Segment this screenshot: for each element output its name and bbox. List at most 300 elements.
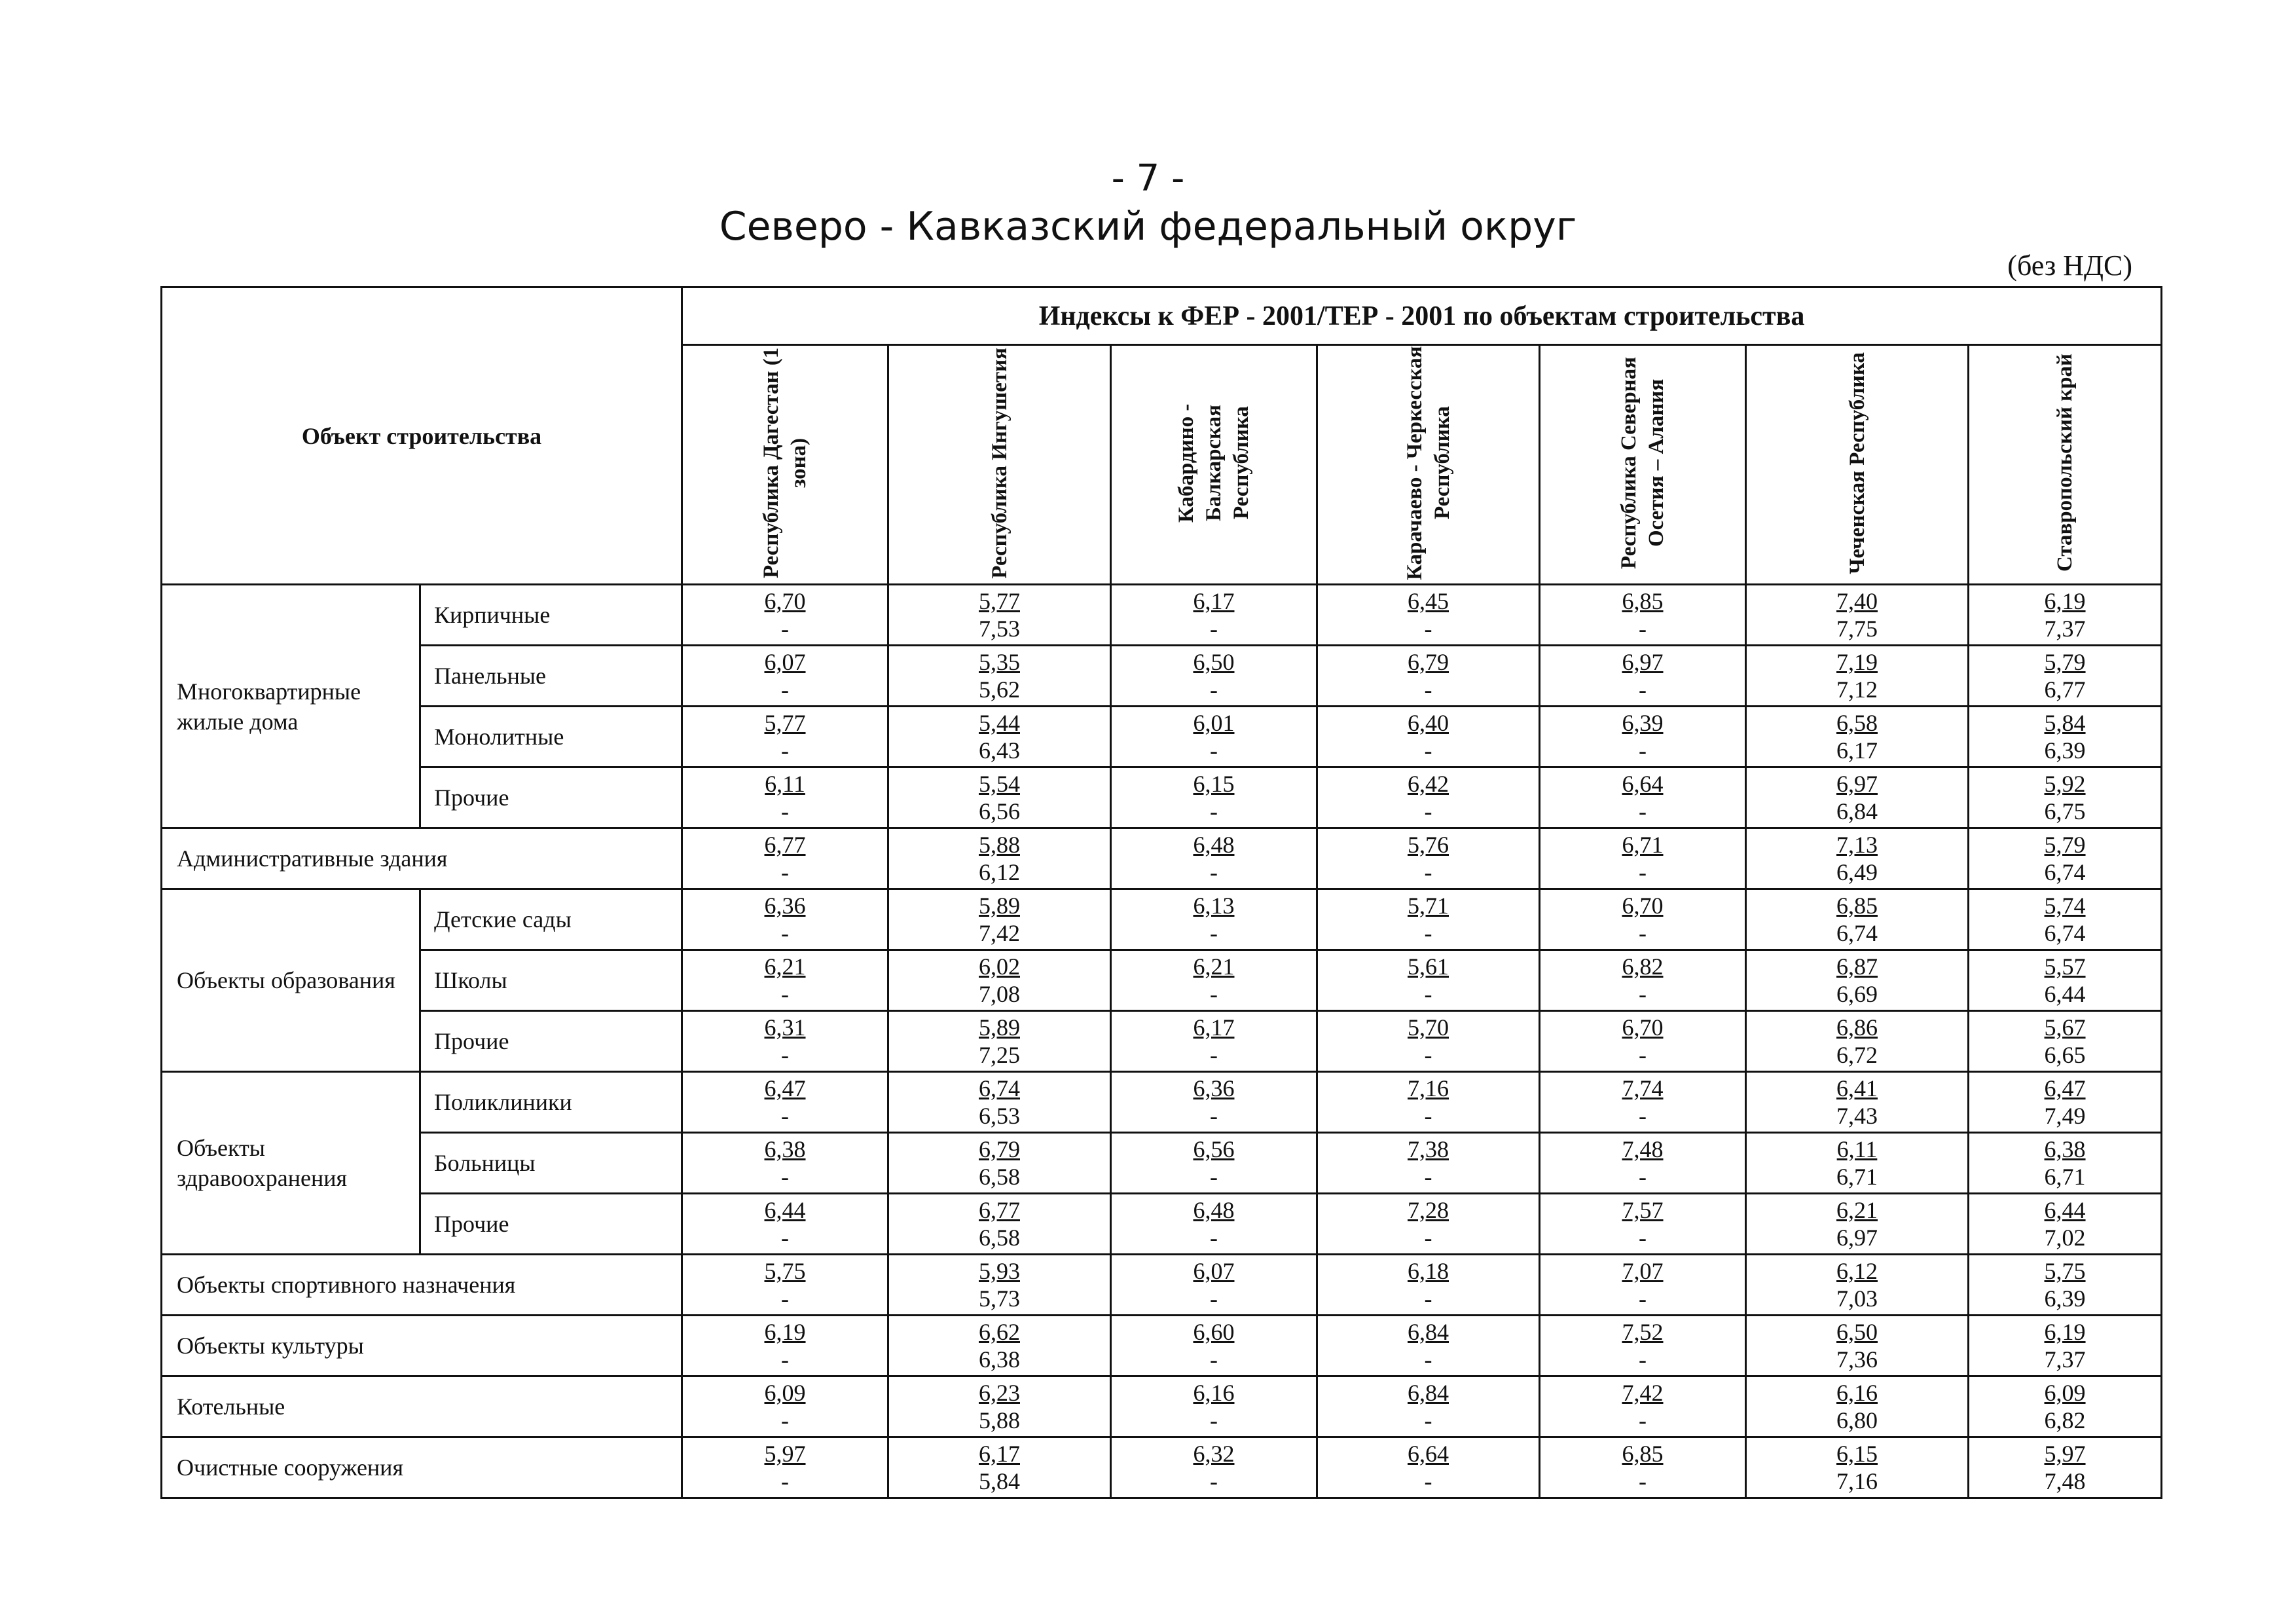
ter-index-value: 6,71: [1836, 1164, 1878, 1190]
fer-index-value: 7,38: [1408, 1136, 1449, 1162]
fer-index-value: 6,07: [1193, 1258, 1235, 1284]
fer-index-value: 6,70: [1622, 1014, 1664, 1041]
object-subtype-label: Кирпичные: [420, 585, 682, 646]
fer-index-value: 6,84: [1408, 1380, 1449, 1406]
index-cell: [1111, 889, 1317, 950]
index-cell: [1540, 585, 1746, 646]
ter-index-value: 7,25: [979, 1042, 1020, 1068]
fer-index-value: 6,84: [1408, 1319, 1449, 1345]
fer-index-value: 7,48: [1622, 1136, 1664, 1162]
index-cell: [888, 889, 1111, 950]
fer-index-value: 6,87: [1836, 953, 1878, 980]
ter-index-value: -: [1424, 1407, 1432, 1433]
index-cell: [1540, 889, 1746, 950]
ter-index-value: -: [1210, 798, 1218, 824]
fer-index-value: 6,79: [979, 1136, 1020, 1162]
index-cell: [682, 1011, 888, 1072]
ter-index-value: 6,53: [979, 1103, 1020, 1129]
index-cell: [1540, 1316, 1746, 1376]
fer-index-value: 6,15: [1193, 771, 1235, 797]
ter-index-value: 6,80: [1836, 1407, 1878, 1433]
ter-index-value: 7,49: [2044, 1103, 2086, 1129]
index-cell: [1317, 1072, 1540, 1133]
object-subtype-label: Прочие: [420, 767, 682, 828]
index-cell: [1746, 1376, 1969, 1437]
index-cell: [888, 1316, 1111, 1376]
fer-index-value: 6,11: [1836, 1136, 1878, 1162]
index-cell: [888, 828, 1111, 889]
ter-index-value: 6,44: [2044, 981, 2086, 1007]
index-cell: [888, 1255, 1111, 1316]
ter-index-value: 6,43: [979, 737, 1020, 764]
ter-index-value: -: [1424, 920, 1432, 946]
index-cell: [1969, 950, 2162, 1011]
ter-index-value: -: [781, 1468, 789, 1494]
fer-index-value: 5,67: [2044, 1014, 2086, 1041]
ter-index-value: -: [1210, 676, 1218, 703]
ter-index-value: -: [1639, 737, 1647, 764]
object-subtype-label: Панельные: [420, 646, 682, 707]
index-cell: [1969, 1194, 2162, 1255]
index-cell: [888, 1011, 1111, 1072]
index-cell: [1746, 1194, 1969, 1255]
fer-index-value: 5,84: [2044, 710, 2086, 736]
ter-index-value: -: [781, 676, 789, 703]
fer-index-value: 6,48: [1193, 832, 1235, 858]
fer-index-value: 7,57: [1622, 1197, 1664, 1223]
fer-index-value: 6,39: [1622, 710, 1664, 736]
fer-index-value: 6,85: [1622, 588, 1664, 614]
ter-index-value: 7,12: [1836, 676, 1878, 703]
object-subtype-label: Школы: [420, 950, 682, 1011]
index-cell: [888, 1072, 1111, 1133]
ter-index-value: 7,53: [979, 616, 1020, 642]
index-cell: [1317, 1316, 1540, 1376]
fer-index-value: 5,79: [2044, 832, 2086, 858]
object-subtype-label: Прочие: [420, 1011, 682, 1072]
table-row: [162, 828, 2162, 889]
index-cell: [1540, 767, 1746, 828]
ter-index-value: -: [1424, 737, 1432, 764]
ter-index-value: -: [781, 920, 789, 946]
ter-index-value: 6,71: [2044, 1164, 2086, 1190]
region-header: [1540, 345, 1746, 585]
fer-index-value: 6,21: [764, 953, 806, 980]
region-header: [888, 345, 1111, 585]
ter-index-value: 6,75: [2044, 798, 2086, 824]
fer-index-value: 6,17: [979, 1441, 1020, 1467]
fer-index-value: 5,44: [979, 710, 1020, 736]
region-label: Кабардино - Балкарская Республика: [1175, 403, 1253, 523]
ter-index-value: 7,03: [1836, 1285, 1878, 1312]
object-group-label: Объекты спортивного назначения: [162, 1255, 682, 1316]
region-label: Республика Северная Осетия – Алания: [1617, 356, 1668, 570]
index-cell: [1111, 828, 1317, 889]
region-header: [1317, 345, 1540, 585]
index-cell: [1746, 1437, 1969, 1498]
ter-index-value: 6,12: [979, 859, 1020, 885]
fer-index-value: 6,86: [1836, 1014, 1878, 1041]
fer-index-value: 6,07: [764, 649, 806, 675]
object-group-label: Объекты образования: [162, 889, 420, 1072]
ter-index-value: -: [1210, 859, 1218, 885]
fer-index-value: 5,79: [2044, 649, 2086, 675]
ter-index-value: 6,39: [2044, 1285, 2086, 1312]
fer-index-value: 5,89: [979, 1014, 1020, 1041]
fer-index-value: 5,92: [2044, 771, 2086, 797]
index-cell: [1317, 1255, 1540, 1316]
fer-index-value: 6,02: [979, 953, 1020, 980]
table-row: [162, 1255, 2162, 1316]
ter-index-value: -: [1639, 1164, 1647, 1190]
index-cell: [1746, 1255, 1969, 1316]
ter-index-value: 7,08: [979, 981, 1020, 1007]
ter-index-value: 6,77: [2044, 676, 2086, 703]
region-label: Карачаево - Черкесская Республика: [1402, 346, 1454, 580]
ter-index-value: 7,43: [1836, 1103, 1878, 1129]
index-cell: [682, 1072, 888, 1133]
ter-index-value: -: [1639, 1468, 1647, 1494]
region-header: [682, 345, 888, 585]
fer-index-value: 6,38: [764, 1136, 806, 1162]
ter-index-value: -: [1424, 1164, 1432, 1190]
fer-index-value: 6,64: [1622, 771, 1664, 797]
index-cell: [1969, 1255, 2162, 1316]
ter-index-value: 7,16: [1836, 1468, 1878, 1494]
index-cell: [682, 767, 888, 828]
ter-index-value: 6,56: [979, 798, 1020, 824]
fer-index-value: 6,44: [764, 1197, 806, 1223]
index-cell: [1540, 1437, 1746, 1498]
index-cell: [1540, 646, 1746, 707]
index-cell: [1746, 1011, 1969, 1072]
index-cell: [1317, 828, 1540, 889]
object-column-header: Объект строительства: [162, 287, 682, 585]
fer-index-value: 6,21: [1836, 1197, 1878, 1223]
ter-index-value: -: [781, 616, 789, 642]
ter-index-value: -: [1424, 798, 1432, 824]
region-header: [1969, 345, 2162, 585]
region-label: Чеченская Республика: [1845, 352, 1869, 574]
index-cell: [1746, 1072, 1969, 1133]
fer-index-value: 7,13: [1836, 832, 1878, 858]
index-cell: [1746, 1316, 1969, 1376]
fer-index-value: 5,89: [979, 893, 1020, 919]
ter-index-value: -: [1424, 616, 1432, 642]
fer-index-value: 5,75: [2044, 1258, 2086, 1284]
ter-index-value: 6,49: [1836, 859, 1878, 885]
ter-index-value: -: [1424, 1042, 1432, 1068]
fer-index-value: 6,17: [1193, 588, 1235, 614]
index-cell: [1540, 1194, 1746, 1255]
index-cell: [1969, 707, 2162, 767]
ter-index-value: -: [1424, 676, 1432, 703]
table-row: [162, 1437, 2162, 1498]
index-cell: [682, 1255, 888, 1316]
ter-index-value: -: [1639, 1042, 1647, 1068]
ter-index-value: -: [781, 859, 789, 885]
table-row: [162, 1011, 2162, 1072]
ter-index-value: 6,97: [1836, 1225, 1878, 1251]
ter-index-value: -: [1424, 1285, 1432, 1312]
fer-index-value: 6,12: [1836, 1258, 1878, 1284]
ter-index-value: -: [1210, 1225, 1218, 1251]
ter-index-value: -: [1210, 616, 1218, 642]
ter-index-value: -: [1639, 981, 1647, 1007]
fer-index-value: 6,31: [764, 1014, 806, 1041]
object-subtype-label: Детские сады: [420, 889, 682, 950]
index-cell: [1111, 646, 1317, 707]
index-cell: [1746, 767, 1969, 828]
table-row: [162, 646, 2162, 707]
index-cell: [1111, 1133, 1317, 1194]
index-cell: [1317, 707, 1540, 767]
index-cell: [682, 1316, 888, 1376]
ter-index-value: 6,74: [2044, 920, 2086, 946]
fer-index-value: 7,40: [1836, 588, 1878, 614]
fer-index-value: 6,01: [1193, 710, 1235, 736]
fer-index-value: 7,42: [1622, 1380, 1664, 1406]
indices-table: [160, 286, 2162, 1499]
index-cell: [682, 585, 888, 646]
fer-index-value: 5,93: [979, 1258, 1020, 1284]
index-cell: [1969, 646, 2162, 707]
fer-index-value: 6,32: [1193, 1441, 1235, 1467]
fer-index-value: 6,85: [1622, 1441, 1664, 1467]
fer-index-value: 5,97: [2044, 1441, 2086, 1467]
fer-index-value: 5,75: [764, 1258, 806, 1284]
fer-index-value: 6,70: [764, 588, 806, 614]
ter-index-value: 6,74: [2044, 859, 2086, 885]
index-cell: [682, 707, 888, 767]
ter-index-value: 6,72: [1836, 1042, 1878, 1068]
fer-index-value: 6,48: [1193, 1197, 1235, 1223]
index-cell: [1111, 1316, 1317, 1376]
fer-index-value: 6,40: [1408, 710, 1449, 736]
fer-index-value: 6,79: [1408, 649, 1449, 675]
table-row: [162, 1133, 2162, 1194]
ter-index-value: 6,58: [979, 1164, 1020, 1190]
ter-index-value: 6,82: [2044, 1407, 2086, 1433]
index-cell: [888, 1133, 1111, 1194]
fer-index-value: 6,82: [1622, 953, 1664, 980]
index-cell: [1111, 1194, 1317, 1255]
fer-index-value: 6,97: [1622, 649, 1664, 675]
fer-index-value: 5,61: [1408, 953, 1449, 980]
object-group-label: Объекты здравоохранения: [162, 1072, 420, 1255]
table-row: [162, 1316, 2162, 1376]
ter-index-value: 7,42: [979, 920, 1020, 946]
ter-index-value: -: [1639, 616, 1647, 642]
index-cell: [888, 585, 1111, 646]
ter-index-value: -: [1210, 1407, 1218, 1433]
fer-index-value: 6,60: [1193, 1319, 1235, 1345]
ter-index-value: -: [1210, 1042, 1218, 1068]
table-row: [162, 1072, 2162, 1133]
index-cell: [1317, 889, 1540, 950]
index-cell: [1540, 1376, 1746, 1437]
index-cell: [888, 646, 1111, 707]
ter-index-value: -: [781, 737, 789, 764]
index-cell: [1746, 646, 1969, 707]
indices-header: Индексы к ФЕР - 2001/ТЕР - 2001 по объектам строительства: [682, 287, 2162, 345]
fer-index-value: 6,38: [2044, 1136, 2086, 1162]
index-cell: [1111, 767, 1317, 828]
index-cell: [682, 828, 888, 889]
ter-index-value: -: [1424, 1103, 1432, 1129]
region-label: Республика Дагестан (1 зона): [759, 347, 811, 579]
ter-index-value: -: [1639, 1103, 1647, 1129]
fer-index-value: 6,77: [979, 1197, 1020, 1223]
fer-index-value: 6,23: [979, 1380, 1020, 1406]
fer-index-value: 6,44: [2044, 1197, 2086, 1223]
fer-index-value: 6,97: [1836, 771, 1878, 797]
fer-index-value: 5,97: [764, 1441, 806, 1467]
ter-index-value: 5,62: [979, 676, 1020, 703]
index-cell: [1317, 585, 1540, 646]
ter-index-value: 5,88: [979, 1407, 1020, 1433]
fer-index-value: 5,74: [2044, 893, 2086, 919]
region-label: Республика Ингушетия: [987, 347, 1011, 579]
index-cell: [1969, 767, 2162, 828]
ter-index-value: 7,37: [2044, 1346, 2086, 1373]
fer-index-value: 6,50: [1193, 649, 1235, 675]
index-cell: [1111, 950, 1317, 1011]
object-group-label: Многоквартирные жилые дома: [162, 585, 420, 828]
fer-index-value: 7,19: [1836, 649, 1878, 675]
index-cell: [1540, 1133, 1746, 1194]
index-cell: [1969, 585, 2162, 646]
ter-index-value: -: [781, 1042, 789, 1068]
ter-index-value: -: [1210, 1103, 1218, 1129]
fer-index-value: 7,52: [1622, 1319, 1664, 1345]
table-row: [162, 1376, 2162, 1437]
index-cell: [682, 646, 888, 707]
object-group-label: Очистные сооружения: [162, 1437, 682, 1498]
table-row: [162, 950, 2162, 1011]
ter-index-value: 7,75: [1836, 616, 1878, 642]
index-cell: [1111, 1011, 1317, 1072]
region-header: [1111, 345, 1317, 585]
table-row: [162, 707, 2162, 767]
object-subtype-label: Монолитные: [420, 707, 682, 767]
index-cell: [682, 1437, 888, 1498]
index-cell: [1111, 585, 1317, 646]
ter-index-value: -: [1639, 920, 1647, 946]
fer-index-value: 5,57: [2044, 953, 2086, 980]
region-header: [1746, 345, 1969, 585]
ter-index-value: 6,58: [979, 1225, 1020, 1251]
ter-index-value: -: [1210, 920, 1218, 946]
index-cell: [1317, 1437, 1540, 1498]
fer-index-value: 6,85: [1836, 893, 1878, 919]
vat-note: (без НДС): [2007, 249, 2132, 282]
fer-index-value: 6,58: [1836, 710, 1878, 736]
ter-index-value: 6,39: [2044, 737, 2086, 764]
fer-index-value: 6,13: [1193, 893, 1235, 919]
page-number: - 7 -: [1111, 157, 1185, 200]
ter-index-value: -: [1639, 676, 1647, 703]
fer-index-value: 6,47: [764, 1075, 806, 1101]
fer-index-value: 6,19: [2044, 588, 2086, 614]
ter-index-value: -: [1639, 1346, 1647, 1373]
ter-index-value: -: [1639, 798, 1647, 824]
ter-index-value: -: [1424, 859, 1432, 885]
index-cell: [1969, 1437, 2162, 1498]
index-cell: [1317, 950, 1540, 1011]
ter-index-value: 5,73: [979, 1285, 1020, 1312]
ter-index-value: -: [1210, 737, 1218, 764]
index-cell: [1969, 828, 2162, 889]
fer-index-value: 6,21: [1193, 953, 1235, 980]
ter-index-value: -: [1424, 981, 1432, 1007]
index-cell: [1969, 1376, 2162, 1437]
ter-index-value: -: [1210, 981, 1218, 1007]
index-cell: [1111, 1376, 1317, 1437]
ter-index-value: -: [781, 1346, 789, 1373]
index-cell: [1111, 1255, 1317, 1316]
fer-index-value: 6,09: [764, 1380, 806, 1406]
index-cell: [888, 1194, 1111, 1255]
fer-index-value: 6,62: [979, 1319, 1020, 1345]
ter-index-value: 6,74: [1836, 920, 1878, 946]
object-subtype-label: Поликлиники: [420, 1072, 682, 1133]
fer-index-value: 6,45: [1408, 588, 1449, 614]
index-cell: [1111, 707, 1317, 767]
fer-index-value: 5,71: [1408, 893, 1449, 919]
index-cell: [1746, 889, 1969, 950]
ter-index-value: 6,17: [1836, 737, 1878, 764]
index-cell: [1317, 1011, 1540, 1072]
fer-index-value: 6,64: [1408, 1441, 1449, 1467]
index-cell: [1969, 889, 2162, 950]
index-cell: [1540, 1255, 1746, 1316]
fer-index-value: 5,76: [1408, 832, 1449, 858]
fer-index-value: 5,35: [979, 649, 1020, 675]
object-subtype-label: Больницы: [420, 1133, 682, 1194]
fer-index-value: 6,17: [1193, 1014, 1235, 1041]
fer-index-value: 5,77: [979, 588, 1020, 614]
region-label: Ставропольский край: [2053, 354, 2077, 572]
table-row: [162, 889, 2162, 950]
ter-index-value: -: [1639, 1225, 1647, 1251]
index-cell: [1111, 1437, 1317, 1498]
fer-index-value: 7,28: [1408, 1197, 1449, 1223]
index-cell: [1317, 767, 1540, 828]
table-row: [162, 1194, 2162, 1255]
fer-index-value: 6,77: [764, 832, 806, 858]
fer-index-value: 6,16: [1193, 1380, 1235, 1406]
index-cell: [888, 1376, 1111, 1437]
index-cell: [888, 950, 1111, 1011]
index-cell: [1969, 1133, 2162, 1194]
fer-index-value: 6,71: [1622, 832, 1664, 858]
fer-index-value: 6,50: [1836, 1319, 1878, 1345]
fer-index-value: 6,15: [1836, 1441, 1878, 1467]
ter-index-value: -: [781, 1407, 789, 1433]
index-cell: [1746, 585, 1969, 646]
fer-index-value: 6,70: [1622, 893, 1664, 919]
index-cell: [1111, 1072, 1317, 1133]
fer-index-value: 7,07: [1622, 1258, 1664, 1284]
ter-index-value: -: [1424, 1468, 1432, 1494]
fer-index-value: 6,36: [764, 893, 806, 919]
index-cell: [1317, 646, 1540, 707]
index-cell: [682, 1376, 888, 1437]
index-cell: [1540, 950, 1746, 1011]
index-cell: [1540, 707, 1746, 767]
index-cell: [888, 707, 1111, 767]
